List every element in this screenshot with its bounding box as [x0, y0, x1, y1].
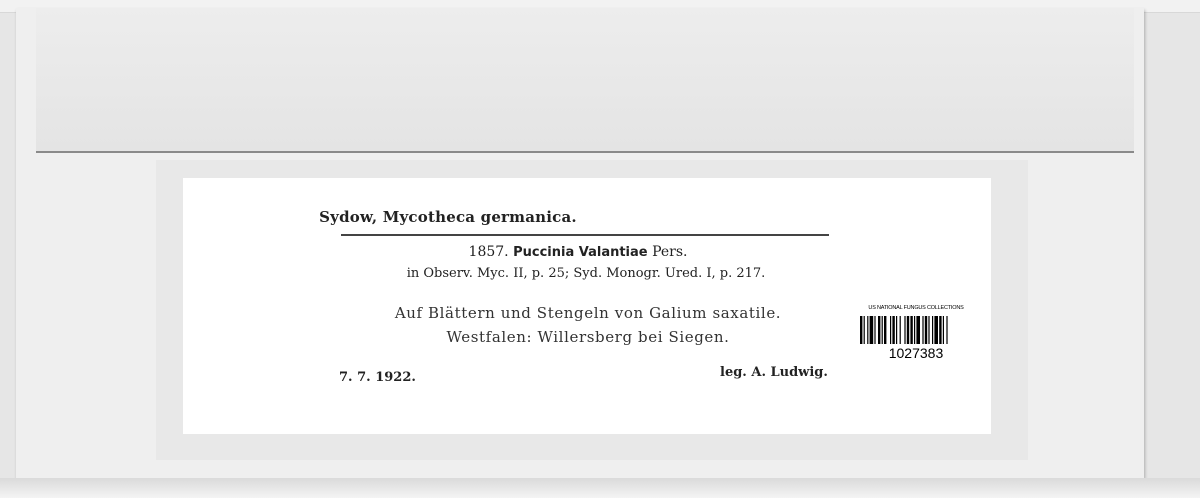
barcode-number: 1027383	[888, 345, 944, 361]
header-rule	[341, 234, 829, 236]
exsiccata-number: 1857.	[468, 244, 509, 260]
collector: leg. A. Ludwig.	[720, 365, 828, 380]
species-line	[183, 244, 973, 260]
bottom-edge-shadow	[0, 478, 1200, 498]
literature-reference: in Observ. Myc. II, p. 25; Syd. Monogr. Ured. I, p. 217.	[406, 266, 766, 281]
collection-date: 7. 7. 1922.	[339, 370, 416, 385]
label-header: Sydow, Mycotheca germanica.	[319, 208, 577, 226]
barcode-caption: US NATIONAL FUNGUS COLLECTIONS	[868, 305, 964, 311]
envelope-flap	[36, 8, 1134, 151]
species-author: Pers.	[652, 244, 688, 260]
species-name: Puccinia Valantiae	[513, 245, 648, 260]
barcode-bars	[860, 316, 974, 344]
envelope-fold-line	[36, 151, 1134, 153]
locality-text: Westfalen: Willersberg bei Siegen.	[446, 328, 730, 346]
habitat-text: Auf Blättern und Stengeln von Galium saxatile.	[394, 304, 782, 322]
barcode-label	[848, 300, 984, 368]
